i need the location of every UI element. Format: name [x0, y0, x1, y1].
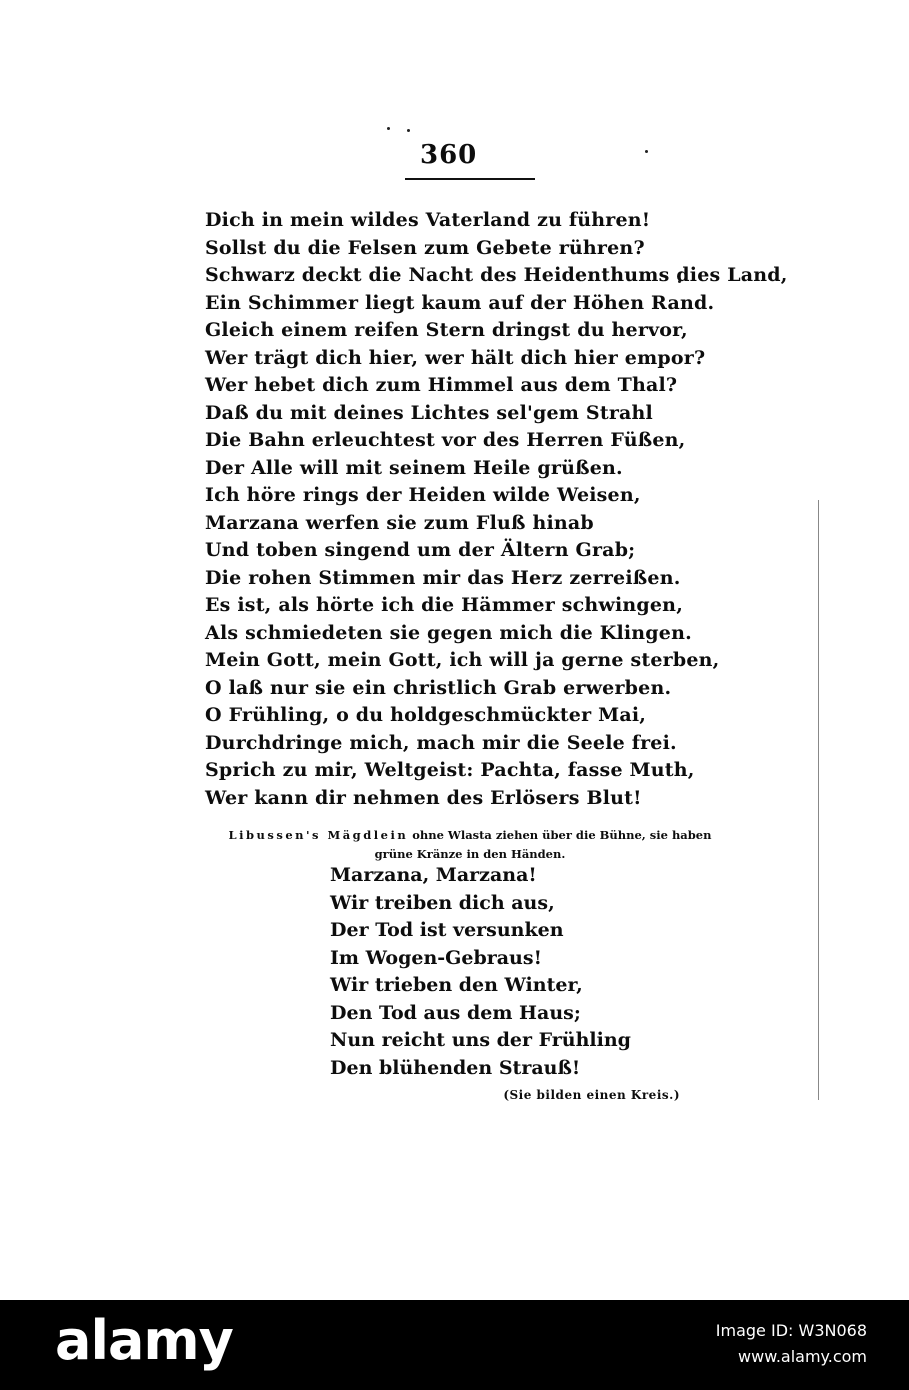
stock-image-info: [716, 1318, 867, 1370]
print-speck: [387, 127, 390, 130]
song-line: Nun reicht uns der Frühling: [330, 1029, 631, 1051]
verse-line: Gleich einem reifen Stern dringst du hervor,: [205, 319, 688, 341]
verse-line: Durchdringe mich, mach mir die Seele frei.: [205, 731, 677, 754]
print-speck: [407, 129, 410, 132]
scan-margin-line: [818, 500, 819, 1100]
verse-line: Wer kann dir nehmen des Erlösers Blut!: [205, 786, 642, 809]
verse-line: Daß du mit deines Lichtes sel'gem Strahl: [205, 401, 653, 424]
verse-line: Es ist, als hörte ich die Hämmer schwingen,: [205, 594, 684, 616]
verse-line: Dich in mein wildes Vaterland zu führen!: [205, 209, 651, 231]
character-name: Libussen's Mägdlein: [228, 828, 409, 842]
verse-line: Ich höre rings der Heiden wilde Weisen,: [205, 484, 641, 506]
verse-line: Sollst du die Felsen zum Gebete rühren?: [205, 236, 645, 259]
page-number-rule: [405, 178, 535, 180]
song-line: Wir treiben dich aus,: [330, 891, 555, 914]
verse-line: Als schmiedeten sie gegen mich die Klingen.: [205, 621, 692, 644]
verse-block: [205, 207, 788, 812]
song-line: Wir trieben den Winter,: [330, 974, 583, 996]
verse-line: O laß nur sie ein christlich Grab erwerben.: [205, 676, 672, 699]
verse-line: Ein Schimmer liegt kaum auf der Höhen Rand.: [205, 291, 715, 314]
verse-line: Die Bahn erleuchtest vor des Herren Füßen,: [205, 429, 686, 451]
verse-line: Wer hebet dich zum Himmel aus dem Thal?: [205, 374, 678, 396]
verse-line: Schwarz deckt die Nacht des Heidenthums dies Land,: [205, 264, 788, 286]
stage-direction-text: ohne Wlasta ziehen über die Bühne, sie haben: [408, 828, 712, 842]
song-line: Marzana, Marzana!: [330, 864, 537, 886]
stage-direction-line-1: [200, 826, 740, 845]
song-line: Der Tod ist versunken: [330, 919, 564, 941]
verse-line: O Frühling, o du holdgeschmückter Mai,: [205, 704, 647, 726]
closing-stage-direction: (Sie bilden einen Kreis.): [503, 1088, 680, 1102]
verse-line: Die rohen Stimmen mir das Herz zerreißen.: [205, 566, 681, 589]
site-url: www.alamy.com: [738, 1347, 867, 1366]
song-line: Im Wogen-Gebraus!: [330, 946, 542, 969]
verse-line: Und toben singend um der Ältern Grab;: [205, 539, 636, 561]
verse-line: Der Alle will mit seinem Heile grüßen.: [205, 456, 623, 479]
brand-logo: alamy: [55, 1309, 233, 1372]
image-id: Image ID: W3N068: [715, 1321, 867, 1340]
verse-line: Wer trägt dich hier, wer hält dich hier empor?: [205, 346, 706, 369]
song-block: [330, 862, 631, 1082]
song-line: Den Tod aus dem Haus;: [330, 1001, 581, 1024]
page-number: 360: [420, 140, 478, 170]
stage-direction: [200, 826, 740, 864]
verse-line: Marzana werfen sie zum Fluß hinab: [205, 511, 594, 534]
stage-direction-line-2: grüne Kränze in den Händen.: [374, 847, 566, 861]
print-speck: [645, 150, 648, 153]
verse-line: Mein Gott, mein Gott, ich will ja gerne sterben,: [205, 649, 720, 671]
verse-line: Sprich zu mir, Weltgeist: Pachta, fasse Muth,: [205, 759, 695, 781]
song-line: Den blühenden Strauß!: [330, 1056, 581, 1079]
